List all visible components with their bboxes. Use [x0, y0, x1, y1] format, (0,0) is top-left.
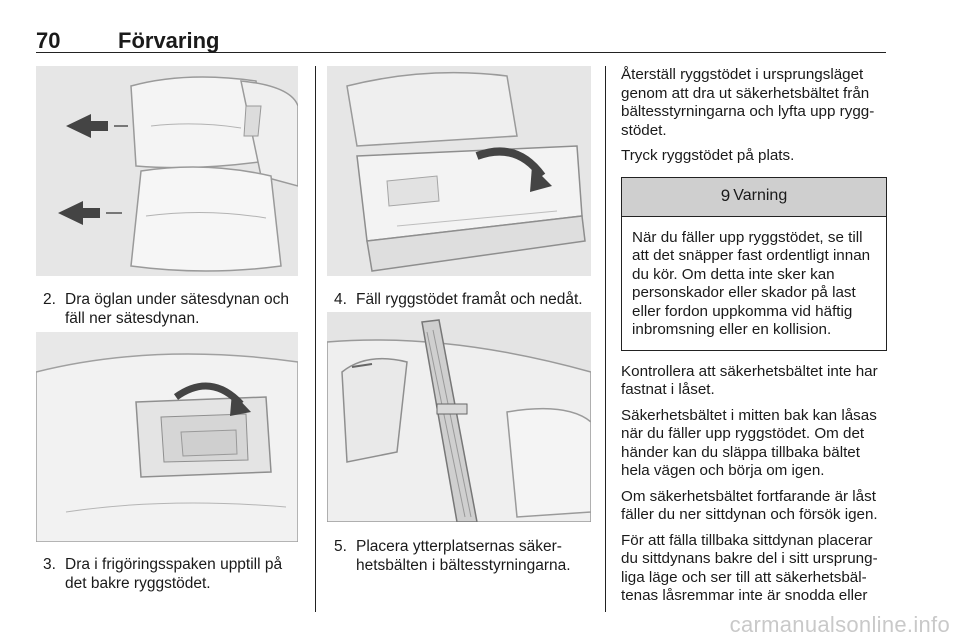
paragraph-press-backrest: Tryck ryggstödet på plats. [621, 147, 795, 164]
step-number: 5. [334, 538, 347, 555]
step-text: Dra öglan under sätesdynan och fäll ner sätesdynan. [65, 291, 290, 327]
step-5 [334, 537, 596, 575]
warning-header [622, 178, 886, 217]
watermark: carmanualsonline.info [729, 612, 950, 637]
paragraph-center-belt: Säkerhetsbältet i mitten bak kan låsas när du fäller upp ryggstödet. Om det händer kan du släppa tillbaka bältet hela vägen och börja om igen. [621, 406, 877, 479]
section-title: Förvaring [118, 28, 220, 53]
text-column-right [621, 66, 887, 613]
paragraph-fold-cushion-back: För att fälla tillbaka sittdynan placerar du sittdynans bakre del i sitt ursprungliga läge och ser till att säkerhetsbältenas låsremmar inte är snodda eller [621, 531, 878, 604]
step-text: Fäll ryggstödet framåt och nedåt. [356, 291, 583, 308]
page-header [36, 28, 886, 53]
paragraph-check-belt: Kontrollera att säkerhetsbältet inte har fastnat i låset. [621, 362, 878, 398]
step-text: Dra i frigöringsspaken upptill på det bakre ryggstödet. [65, 556, 283, 592]
step-4 [334, 290, 596, 309]
figure-fold-backrest [327, 66, 591, 276]
page-number: 70 [36, 28, 61, 53]
step-number: 2. [43, 291, 56, 308]
step-text: Placera ytterplatsernas säkerhetsbälten i bältesstyrningarna. [356, 538, 571, 574]
figure-release-lever [36, 332, 298, 542]
warning-triangle-icon: 9 [720, 186, 731, 206]
paragraph-belt-still-locked: Om säkerhetsbältet fortfarande är låst fäller du ner sittdynan och försök igen. [621, 487, 878, 523]
column-divider-1 [315, 66, 316, 612]
step-2 [43, 290, 301, 328]
column-divider-2 [605, 66, 606, 612]
step-3 [43, 555, 301, 593]
figure-belt-guide [327, 312, 591, 522]
figure-seat-cushion-pull [36, 66, 298, 276]
warning-text: När du fäller upp ryggstödet, se till att det snäpper fast ordentligt innan du kör. Om detta inte sker kan personskador eller skador på last eller fordon uppkomma vid häftig inbromsning eller en kollision. [632, 228, 871, 338]
warning-box [621, 177, 887, 351]
paragraph-restore-backrest: Återställ ryggstödet i ursprungsläget genom att dra ut säkerhetsbältet från bältesstyrningarna och lyfta upp ryggstödet. [621, 66, 875, 139]
step-number: 4. [334, 291, 347, 308]
warning-title: Varning [733, 187, 788, 205]
step-number: 3. [43, 556, 56, 573]
